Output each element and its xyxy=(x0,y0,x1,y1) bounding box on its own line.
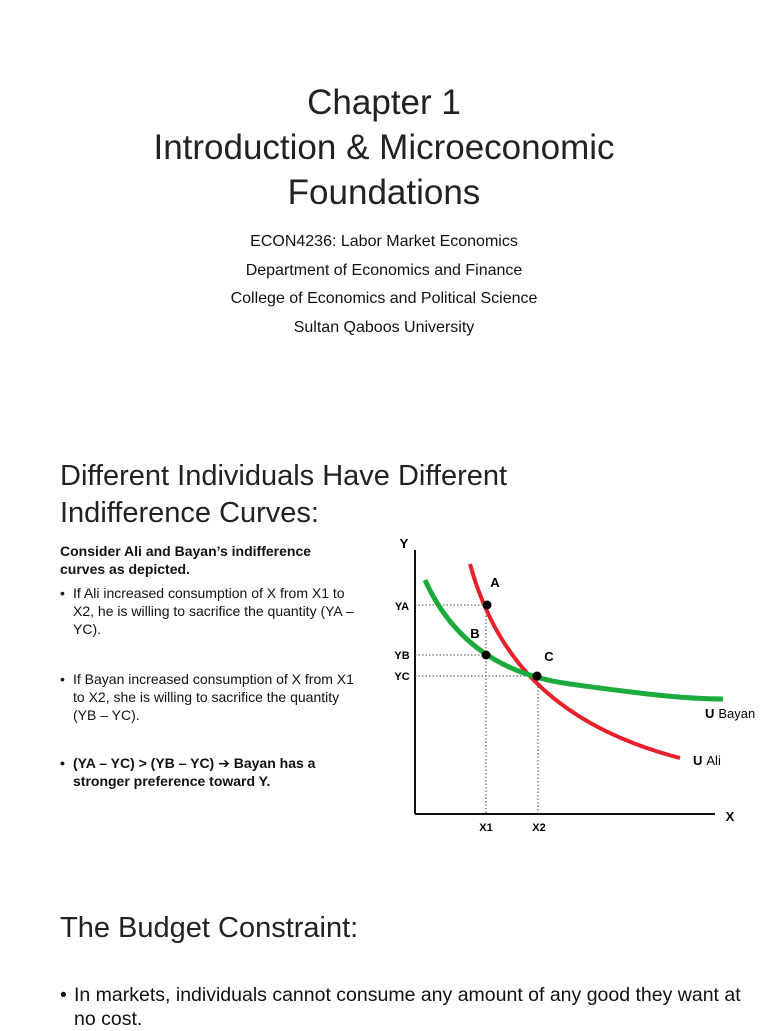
y-tick-ya: YA xyxy=(394,601,410,613)
point-b xyxy=(482,651,491,660)
explanation-column xyxy=(60,542,360,790)
y-tick-yc: YC xyxy=(394,671,410,683)
heading-line-1: Different Individuals Have Different xyxy=(60,460,508,492)
course-name: ECON4236: Labor Market Economics xyxy=(250,233,518,250)
budget-bullet: • In markets, individuals cannot consume any amount of any good they want at no cost. xyxy=(60,983,764,1031)
x-tick-x1: X1 xyxy=(479,822,493,834)
title-line-1: Chapter 1 xyxy=(307,83,461,122)
bullet-bayan: • If Bayan increased consumption of X from X1 to X2, she is willing to sacrifice the quantity (YB – YC). xyxy=(60,670,360,724)
legend-u-bayan xyxy=(705,706,755,721)
point-a-label: A xyxy=(490,575,500,590)
title-line-2: Introduction & Microeconomic xyxy=(153,128,615,167)
college-name: College of Economics and Political Science xyxy=(230,290,538,307)
bullet-list xyxy=(60,584,360,790)
legend-u-ali-name: Ali xyxy=(706,753,721,768)
department-name: Department of Economics and Finance xyxy=(245,261,523,279)
x-axis-label: X xyxy=(725,809,735,824)
section-heading-budget: The Budget Constraint: xyxy=(60,912,359,944)
legend-u-bayan-u: U xyxy=(705,706,715,721)
point-a xyxy=(483,601,492,610)
point-c xyxy=(533,672,542,681)
lead-text: Consider Ali and Bayan’s indifference curves as depicted. xyxy=(60,543,312,577)
slide-title xyxy=(0,80,768,215)
section-heading-indifference xyxy=(60,458,507,532)
university-name: Sultan Qaboos University xyxy=(293,318,475,336)
point-b-label: B xyxy=(470,626,480,641)
point-c-label: C xyxy=(544,649,554,664)
title-line-3: Foundations xyxy=(287,173,481,212)
bullet-comparison: • (YA – YC) > (YB – YC) ➔ Bayan has a stronger preference toward Y. xyxy=(60,754,360,790)
legend-u-bayan-name: Bayan xyxy=(718,706,756,721)
bullet-ali: • If Ali increased consumption of X from X1 to X2, he is willing to sacrifice the quantity (YA – YC). xyxy=(60,584,360,638)
x-tick-x2: X2 xyxy=(532,822,546,834)
y-axis-label: Y xyxy=(399,536,409,551)
indifference-chart xyxy=(375,528,765,838)
y-tick-yb: YB xyxy=(394,650,410,662)
slide-subtitle xyxy=(0,228,768,342)
legend-u-ali xyxy=(693,753,721,768)
heading-line-2: Indifference Curves: xyxy=(60,497,319,529)
legend-u-ali-u: U xyxy=(693,753,703,768)
